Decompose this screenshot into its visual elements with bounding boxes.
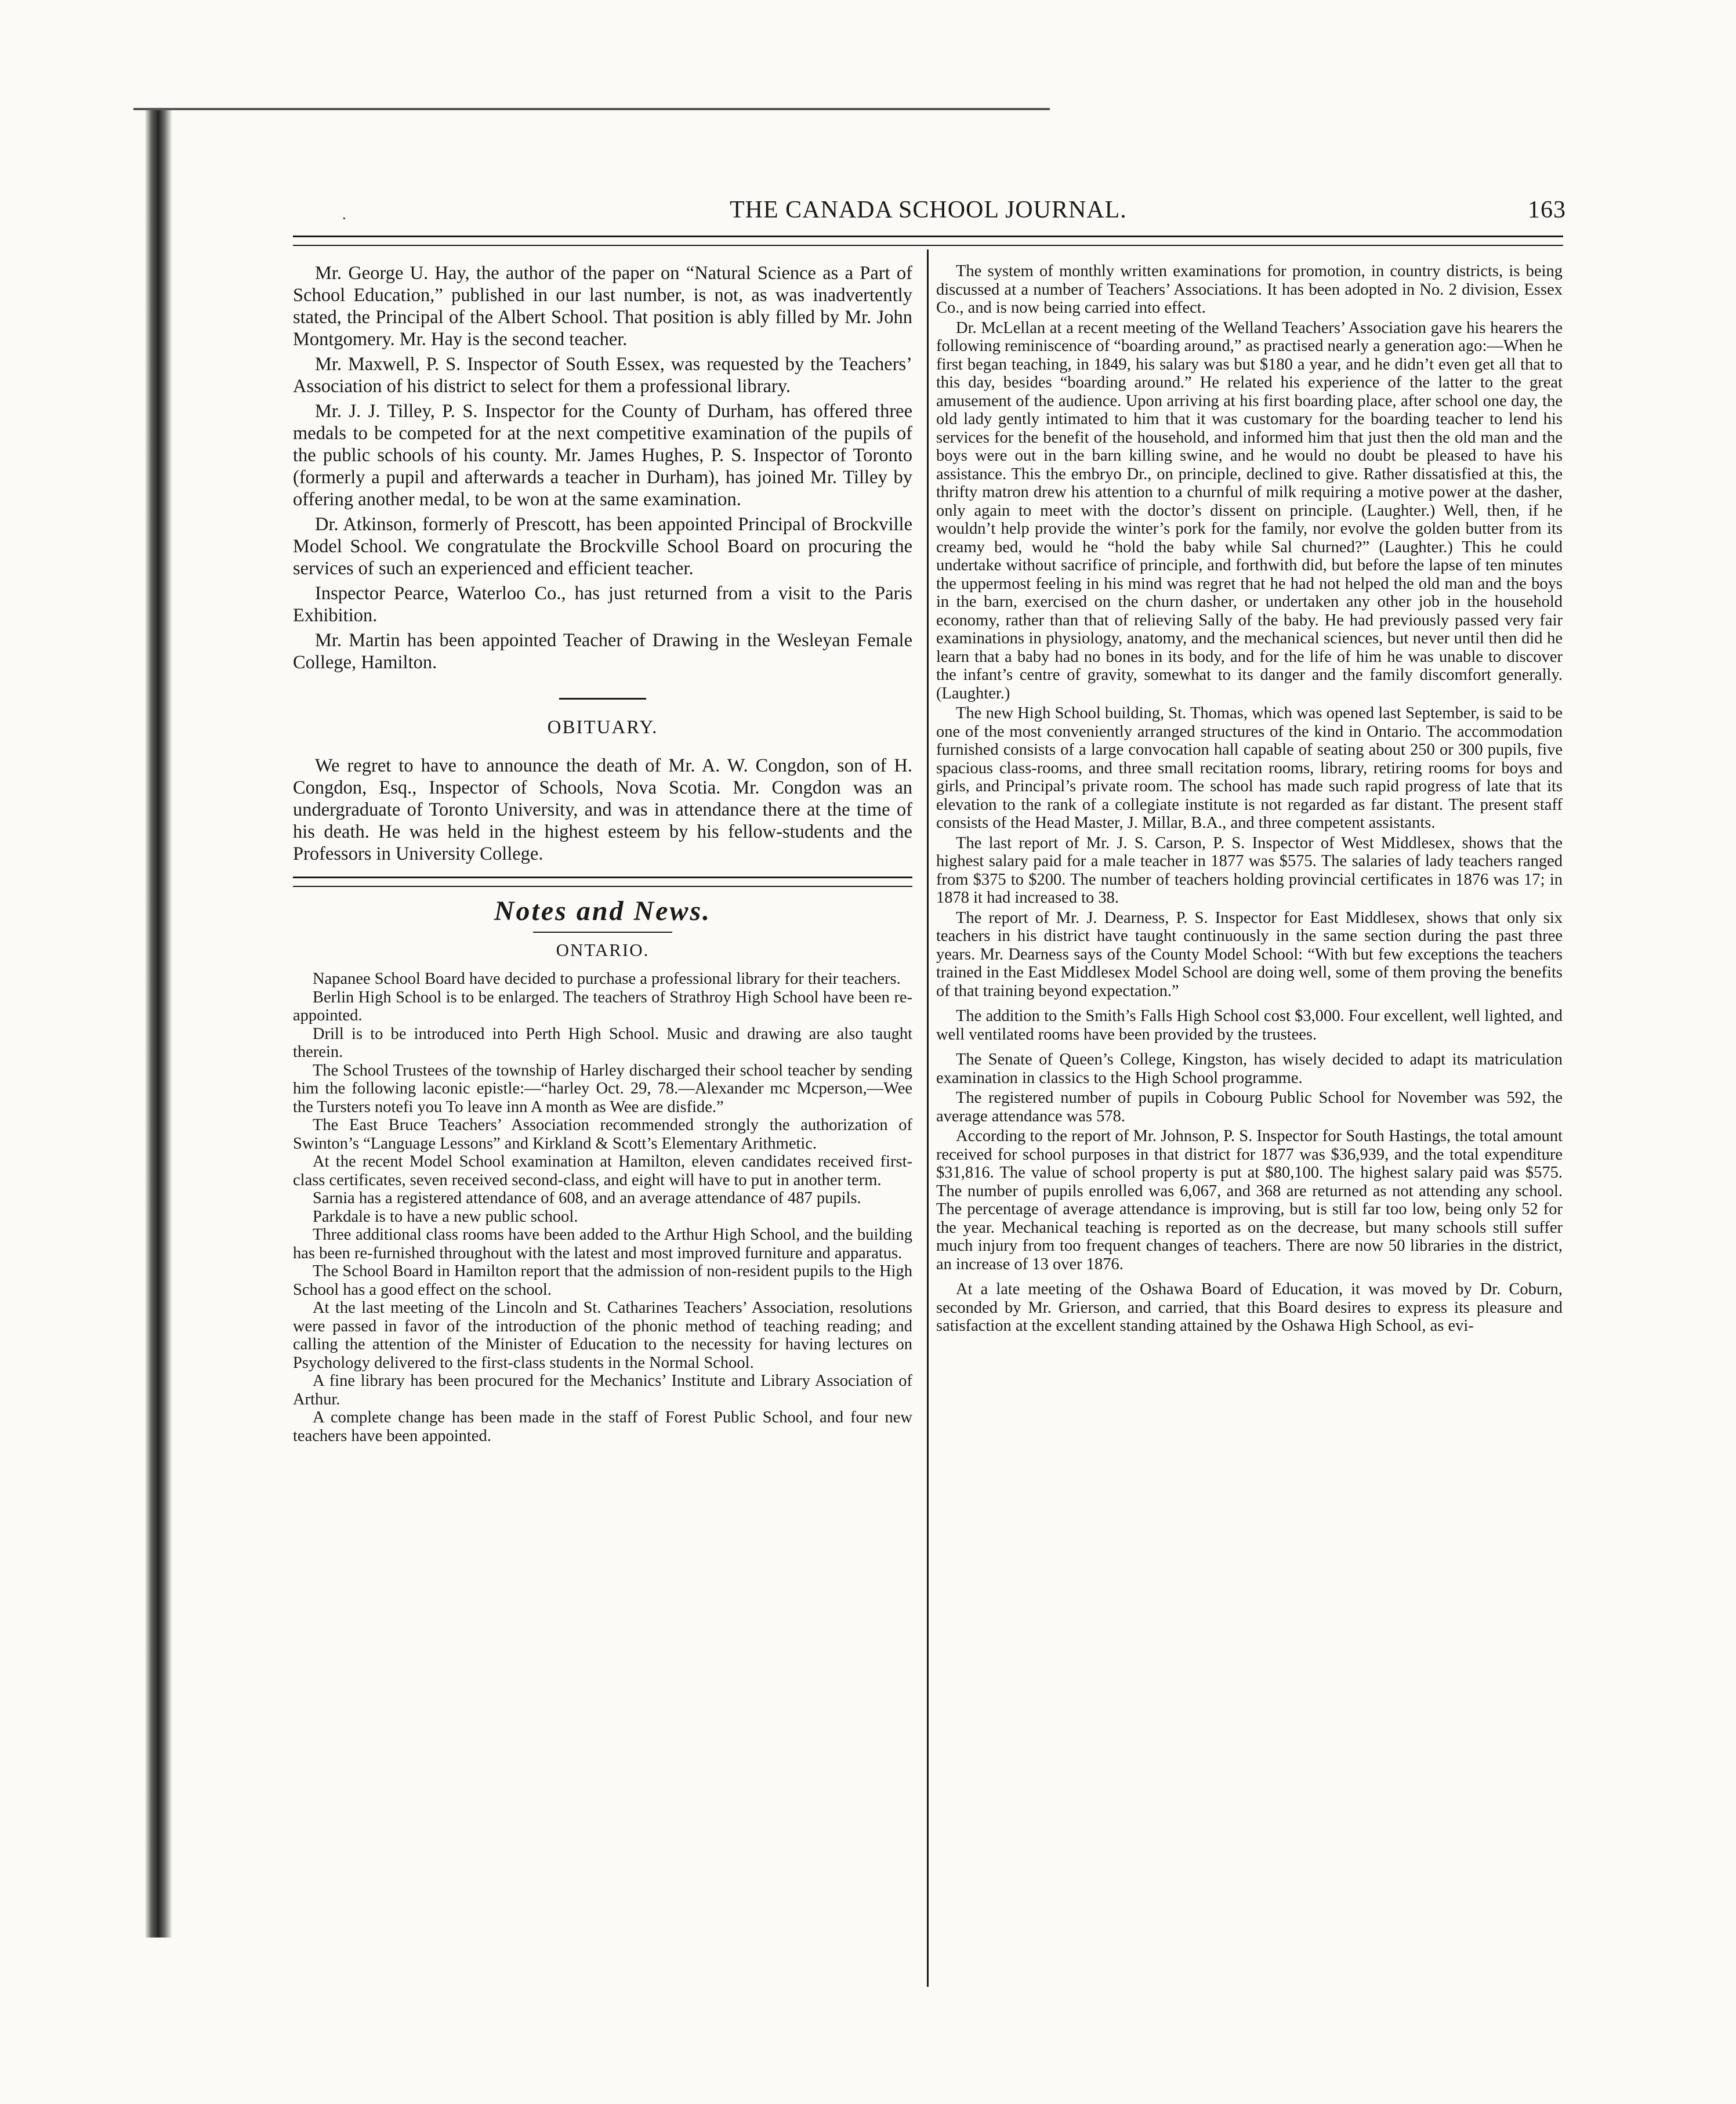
- paragraph: Inspector Pearce, Waterloo Co., has just returned from a visit to the Paris Exhibition.: [293, 583, 912, 626]
- journal-title: THE CANADA SCHOOL JOURNAL.: [730, 197, 1127, 223]
- scan-edge-rule: [133, 108, 1050, 115]
- obituary-section: [293, 755, 912, 865]
- header-mark: ·: [342, 210, 347, 227]
- paragraph: Mr. Martin has been appointed Teacher of Drawing in the Wesleyan Female College, Hamilton.: [293, 630, 912, 673]
- news-item: Sarnia has a registered attendance of 608, and an average attendance of 487 pupils.: [313, 1189, 861, 1207]
- news-item: The new High School building, St. Thomas, which was opened last September, is said to be one of the most conveniently arranged structures of the kind in Ontario. The accommodation furnished consists of a large convocation hall capable of seating about 250 or 300 pupils, five spacious class-rooms, and three small recitation rooms, library, retiring rooms for boys and girls, and Principal’s private room. The school has made such rapid progress of late that its elevation to the rank of a collegiate institute is not regarded as far distant. The present staff consists of the Head Master, J. Millar, B.A., and three competent assistants.: [936, 704, 1563, 832]
- left-column: [293, 262, 912, 1445]
- paragraph: Mr. George U. Hay, the author of the paper on “Natural Science as a Part of School Education,” published in our last number, is not, as was inadvertently stated, the Principal of the Albert School. That position is ably filled by Mr. John Montgomery. Mr. Hay is the second teacher.: [293, 263, 912, 350]
- ontario-news-list: [293, 970, 912, 1445]
- news-item: The registered number of pupils in Cobourg Public School for November was 592, the average attendance was 578.: [936, 1089, 1563, 1125]
- news-item: The last report of Mr. J. S. Carson, P. S. Inspector of West Middlesex, shows that the highest salary paid for a male teacher in 1877 was $575. The salaries of lady teachers ranged from $375 to $200. The number of teachers holding provincial certificates in 1876 was 17; in 1878 it had increased to 38.: [936, 834, 1563, 907]
- running-header: [313, 196, 1566, 231]
- news-item: Napanee School Board have decided to purchase a professional library for their teachers.: [313, 970, 901, 988]
- obituary-heading: OBITUARY.: [547, 717, 658, 738]
- news-item: Drill is to be introduced into Perth High School. Music and drawing are also taught therein.: [293, 1024, 912, 1061]
- personals-section: [293, 262, 912, 673]
- paragraph: Dr. Atkinson, formerly of Prescott, has been appointed Principal of Brockville Model School. We congratulate the Brockville School Board on procuring the services of such an experienced and efficient teacher.: [293, 514, 912, 579]
- news-item: Dr. McLellan at a recent meeting of the Welland Teachers’ Association gave his hearers the following reminiscence of “boarding around,” as practised nearly a generation ago:—When he first began teaching, in 1849, his salary was but $180 a year, and he didn’t even get all that to this day, besides “boarding around.” He related his experience of the latter to the great amusement of the audience. Upon arriving at his first boarding place, after school one day, the old lady gently intimated to him that it was customary for the boarding teacher to lend his services for the benefit of the household, and informed him that just then the old man and the boys were out in the barn killing swine, and he would no doubt be pleased to have his assistance. This the embryo Dr., on principle, declined to give. Rather dissatisfied at this, the thrifty matron drew his attention to a churnful of milk requiring a motive power at the dasher, only again to meet with the doctor’s dissent on principle. (Laughter.) Well, then, if he wouldn’t help provide the winter’s pork for the family, nor evolve the golden butter from its creamy bed, would he “hold the baby while Sal churned?” (Laughter.) This he could undertake without sacrifice of principle, and forthwith did, but before the lapse of ten minutes the uppermost feeling in his mind was regret that he had not helped the old man and the boys in the barn, exercised on the churn dasher, or undertaken any other job in the household economy, rather than that of relieving Sally of the baby. He had previously passed very fair examinations in physiology, anatomy, and the mechanical sciences, but never until then did he learn that a baby had no bones in its body, and for the life of him he was unable to discover the infant’s centre of gravity, somewhat to its danger and the family discomfort generally. (Laughter.): [936, 318, 1563, 702]
- right-column: [936, 262, 1563, 1965]
- header-double-rule: [293, 236, 1563, 246]
- news-item: Berlin High School is to be enlarged. The teachers of Strathroy High School have been re-appointed.: [293, 988, 912, 1024]
- news-item: The School Trustees of the township of Harley discharged their school teacher by sending him the following laconic epistle:—“harley Oct. 29, 78.—Alexander mc Mcperson,—Wee the Tursters notefi you To leave inn A month as Wee are disfide.”: [293, 1061, 912, 1116]
- news-item: The East Bruce Teachers’ Association recommended strongly the authorization of Swinton’s “Language Lessons” and Kirkland & Scott’s Elementary Arithmetic.: [293, 1116, 912, 1153]
- news-item: At the recent Model School examination at Hamilton, eleven candidates received first-class certificates, seven received second-class, and eight will have to put in another term.: [293, 1153, 912, 1189]
- news-item: Three additional class rooms have been added to the Arthur High School, and the building has been re-furnished throughout with the latest and most improved furniture and apparatus.: [293, 1226, 912, 1262]
- column-divider: [927, 249, 929, 1987]
- paragraph: Mr. Maxwell, P. S. Inspector of South Essex, was requested by the Teachers’ Association of his district to select for them a professional library.: [293, 354, 912, 397]
- ontario-heading: ONTARIO.: [556, 940, 650, 960]
- obituary-text: We regret to have to announce the death of Mr. A. W. Congdon, son of H. Congdon, Esq., Inspector of Schools, Nova Scotia. Mr. Congdon was an undergraduate of Toronto University, and was in attendance there at the time of his death. He was held in the highest esteem by his fellow-students and the Professors in University College.: [293, 755, 912, 864]
- news-item: The report of Mr. J. Dearness, P. S. Inspector for East Middlesex, shows that only six teachers in his district have taught continuously in the same section during the past three years. Mr. Dearness says of the County Model School: “With but few exceptions the teachers trained in the East Middlesex Model School are doing well, some of them proving the benefits of that training beyond expectation.”: [936, 908, 1563, 1000]
- news-item: A fine library has been procured for the Mechanics’ Institute and Library Association of Arthur.: [293, 1372, 912, 1408]
- news-item: According to the report of Mr. Johnson, P. S. Inspector for South Hastings, the total amount received for school purposes in that district for 1877 was $36,939, and the total expenditure $31,816. The value of school property is put at $80,100. The highest salary paid was $575. The number of pupils enrolled was 6,067, and 368 are returned as not attending any school. The percentage of average attendance is improving, but is still far too low, being only 52 for the year. Mechanical teaching is reported as on the decrease, but many schools still suffer much injury from too frequent changes of teachers. There are now 50 libraries in the district, an increase of 13 over 1876.: [936, 1127, 1563, 1273]
- book-binding-shadow: [145, 110, 172, 1938]
- section-double-rule: [293, 877, 912, 887]
- news-item: Parkdale is to have a new public school.: [313, 1207, 578, 1226]
- news-item: The School Board in Hamilton report that the admission of non-resident pupils to the High School has a good effect on the school.: [293, 1262, 912, 1299]
- news-item: At a late meeting of the Oshawa Board of Education, it was moved by Dr. Coburn, seconded by Mr. Grierson, and carried, that this Board desires to express its pleasure and satisfaction at the excellent standing attained by the Oshawa High School, as evi-: [936, 1280, 1563, 1335]
- news-item: The Senate of Queen’s College, Kingston, has wisely decided to adapt its matriculation examination in classics to the High School programme.: [936, 1051, 1563, 1087]
- paragraph: Mr. J. J. Tilley, P. S. Inspector for the County of Durham, has offered three medals to be competed for at the next competitive examination of the pupils of the public schools of his county. Mr. James Hughes, P. S. Inspector of Toronto (formerly a pupil and afterwards a teacher in Durham), has joined Mr. Tilley by offering another medal, to be won at the same examination.: [293, 401, 912, 510]
- heading-rule: [533, 932, 672, 933]
- notes-and-news-heading: Notes and News.: [494, 896, 712, 926]
- page-number: 163: [1528, 197, 1566, 223]
- news-item: The addition to the Smith’s Falls High School cost $3,000. Four excellent, well lighted, and well ventilated rooms have been provided by the trustees.: [936, 1007, 1563, 1044]
- news-item: The system of monthly written examinations for promotion, in country districts, is being discussed at a number of Teachers’ Associations. It has been adopted in No. 2 division, Essex Co., and is now being carried into effect.: [936, 262, 1563, 317]
- news-item: A complete change has been made in the staff of Forest Public School, and four new teachers have been appointed.: [293, 1408, 912, 1445]
- section-rule: [559, 698, 646, 700]
- news-item: At the last meeting of the Lincoln and St. Catharines Teachers’ Association, resolutions were passed in favor of the introduction of the phonic method of teaching reading; and calling the attention of the Minister of Education to the necessity for having lectures on Psychology delivered to the first-class students in the Normal School.: [293, 1299, 912, 1372]
